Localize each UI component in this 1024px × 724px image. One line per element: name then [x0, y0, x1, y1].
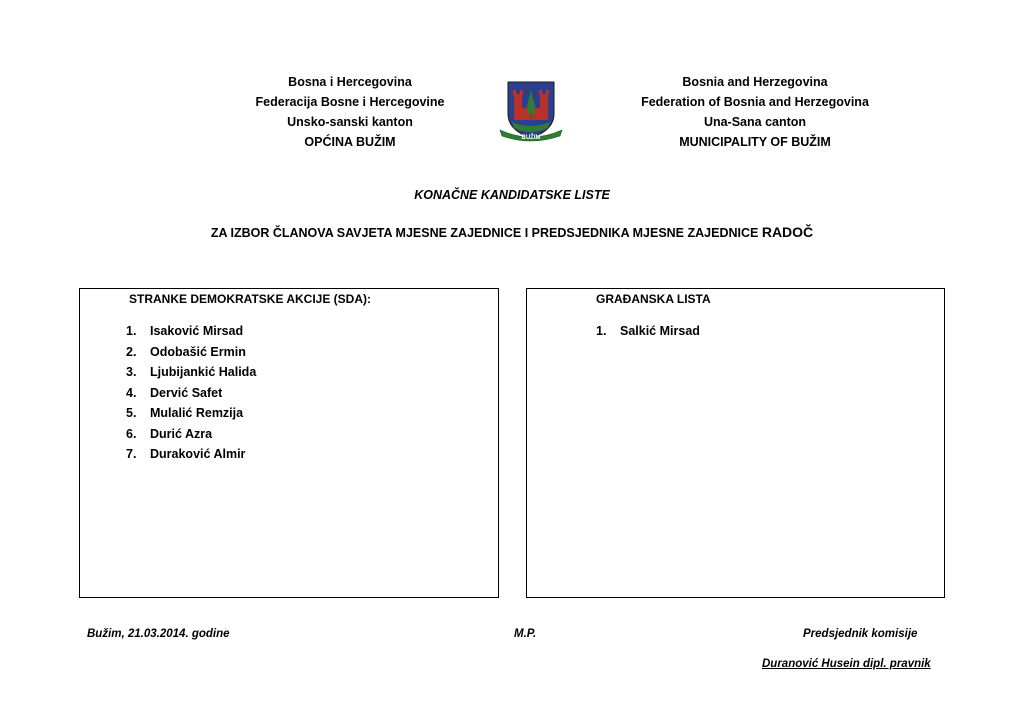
candidate-list-sda-items: [126, 321, 256, 465]
list-item-number: 3.: [126, 365, 137, 379]
list-title-gradjanska: GRAĐANSKA LISTA: [596, 292, 711, 306]
list-item: [126, 444, 256, 465]
candidate-name: Dervić Safet: [150, 385, 223, 400]
footer-stamp-mark: M.P.: [514, 628, 537, 640]
candidate-name: Salkić Mirsad: [620, 324, 700, 338]
list-item-number: 5.: [126, 406, 137, 420]
list-item: [126, 321, 256, 342]
header-right: [605, 72, 905, 152]
list-item: [126, 424, 256, 445]
list-item: [126, 362, 256, 383]
document-title: KONAČNE KANDIDATSKE LISTE: [414, 188, 610, 202]
candidate-name: Mulalić Remzija: [150, 406, 244, 420]
list-item-number: 4.: [126, 385, 137, 400]
header-right-line-4: MUNICIPALITY OF BUŽIM: [679, 135, 831, 149]
candidate-name: Isaković Mirsad: [150, 324, 244, 338]
crest-ribbon-label: BUŽIM: [521, 135, 541, 141]
header-left-line-3: Unsko-sanski kanton: [287, 115, 413, 129]
candidate-name: Odobašić Ermin: [150, 344, 246, 359]
candidate-name: Ljubijankić Halida: [150, 365, 257, 379]
subtitle-place: RADOČ: [761, 224, 814, 240]
header-right-line-3: Una-Sana canton: [703, 115, 807, 129]
list-item: [126, 403, 256, 424]
subtitle-main: ZA IZBOR ČLANOVA SAVJETA MJESNE ZAJEDNICE I PREDSJEDNIKA MJESNE ZAJEDNICE: [210, 226, 762, 240]
list-item: [126, 342, 256, 363]
header-left-line-2: Federacija Bosne i Hercegovine: [255, 95, 445, 109]
municipality-crest-icon: [498, 80, 564, 144]
header-right-line-2: Federation of Bosnia and Herzegovina: [641, 95, 869, 109]
list-item-number: 2.: [126, 344, 137, 359]
footer-president-label: Predsjednik komisije: [803, 628, 918, 640]
candidate-list-gradjanska: [526, 288, 945, 598]
list-title-sda: STRANKE DEMOKRATSKE AKCIJE (SDA):: [129, 292, 372, 306]
list-item-number: 1.: [126, 324, 137, 338]
candidate-name: Duraković Almir: [150, 447, 246, 461]
list-item-number: 7.: [126, 447, 137, 461]
document-subtitle: [0, 224, 1024, 240]
header-left: [200, 72, 500, 152]
footer-signature-name: Duranović Husein dipl. pravnik: [762, 658, 931, 670]
header-right-line-1: Bosnia and Herzegovina: [682, 75, 828, 89]
candidate-list-gradjanska-items: [596, 321, 700, 342]
list-item: [126, 383, 256, 404]
header-left-line-4: OPĆINA BUŽIM: [304, 135, 396, 149]
candidate-list-sda: [79, 288, 499, 598]
list-item: [596, 321, 700, 342]
list-item-number: 1.: [596, 324, 607, 338]
header-left-line-1: Bosna i Hercegovina: [288, 75, 412, 89]
footer-date: Bužim, 21.03.2014. godine: [87, 628, 230, 640]
candidate-name: Durić Azra: [150, 426, 213, 441]
list-item-number: 6.: [126, 426, 137, 441]
